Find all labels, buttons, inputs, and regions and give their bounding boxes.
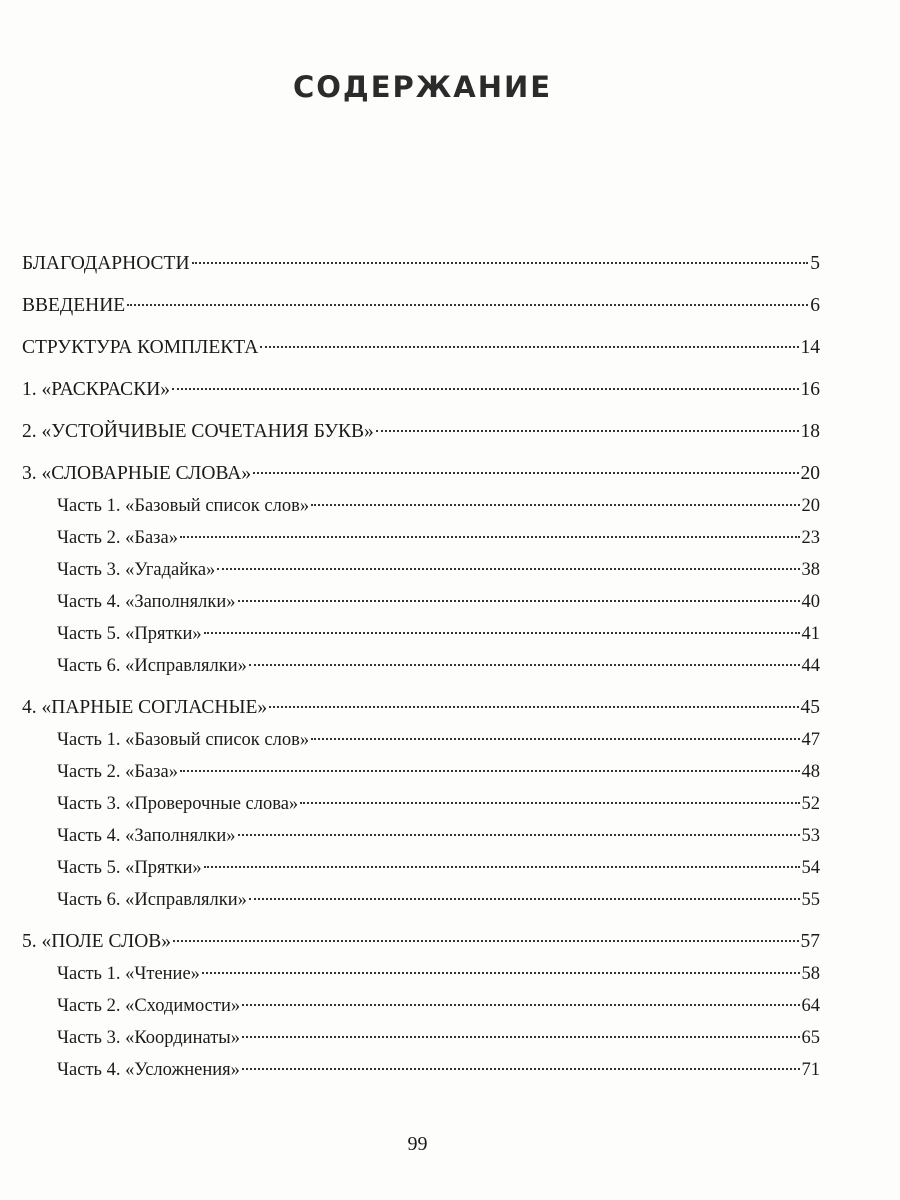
toc-part-entry[interactable]: [22, 586, 820, 618]
toc-entry-title: Часть 2. «Сходимости»: [57, 996, 241, 1016]
toc-entry-title: Часть 5. «Прятки»: [57, 858, 202, 878]
dot-leader: [376, 430, 799, 432]
dot-leader: [180, 536, 800, 538]
table-of-contents: [22, 248, 820, 1086]
dot-leader: [202, 972, 800, 974]
toc-part-entry[interactable]: [22, 788, 820, 820]
toc-entry-title: Часть 1. «Чтение»: [57, 964, 200, 984]
dot-leader: [172, 388, 798, 390]
toc-entry-title: Часть 6. «Исправлялки»: [57, 656, 247, 676]
dot-leader: [249, 664, 800, 666]
dot-leader: [127, 304, 808, 306]
toc-part-entry[interactable]: [22, 522, 820, 554]
toc-entry-page: 20: [801, 496, 820, 516]
toc-entry-title: Часть 4. «Заполнялки»: [57, 592, 236, 612]
toc-section-entry[interactable]: [22, 416, 820, 448]
toc-entry-page: 52: [801, 794, 820, 814]
toc-part-entry[interactable]: [22, 756, 820, 788]
dot-leader: [269, 706, 798, 708]
dot-leader: [204, 632, 800, 634]
toc-entry-page: 64: [801, 996, 820, 1016]
toc-section-entry[interactable]: [22, 248, 820, 280]
toc-entry-page: 14: [800, 337, 820, 358]
toc-entry-title: 3. «СЛОВАРНЫЕ СЛОВА»: [22, 463, 252, 484]
toc-entry-title: Часть 4. «Заполнялки»: [57, 826, 236, 846]
dot-leader: [260, 346, 798, 348]
toc-entry-page: 16: [800, 379, 820, 400]
toc-entry-page: 48: [801, 762, 820, 782]
toc-entry-title: Часть 3. «Проверочные слова»: [57, 794, 299, 814]
toc-entry-page: 65: [801, 1028, 820, 1048]
toc-entry-title: Часть 2. «База»: [57, 762, 178, 782]
toc-section-entry[interactable]: [22, 692, 820, 724]
toc-section-entry[interactable]: [22, 458, 820, 490]
dot-leader: [204, 866, 800, 868]
toc-part-entry[interactable]: [22, 884, 820, 916]
toc-entry-title: Часть 1. «Базовый список слов»: [57, 730, 310, 750]
toc-part-entry[interactable]: [22, 1054, 820, 1086]
toc-entry-title: БЛАГОДАРНОСТИ: [22, 253, 190, 274]
dot-leader: [242, 1036, 800, 1038]
page-number: 99: [407, 1133, 428, 1155]
toc-part-entry[interactable]: [22, 554, 820, 586]
toc-entry-page: 44: [801, 656, 820, 676]
toc-entry-page: 47: [801, 730, 820, 750]
toc-part-entry[interactable]: [22, 650, 820, 682]
toc-part-entry[interactable]: [22, 990, 820, 1022]
toc-section-entry[interactable]: [22, 926, 820, 958]
dot-leader: [249, 898, 800, 900]
toc-entry-page: 38: [801, 560, 820, 580]
dot-leader: [180, 770, 800, 772]
dot-leader: [238, 834, 800, 836]
dot-leader: [238, 600, 800, 602]
dot-leader: [311, 738, 799, 740]
toc-entry-page: 57: [800, 931, 820, 952]
toc-entry-title: ВВЕДЕНИЕ: [22, 295, 126, 316]
toc-entry-page: 18: [800, 421, 820, 442]
toc-part-entry[interactable]: [22, 958, 820, 990]
toc-entry-title: Часть 4. «Усложнения»: [57, 1060, 240, 1080]
toc-section-entry[interactable]: [22, 290, 820, 322]
toc-entry-page: 40: [801, 592, 820, 612]
toc-entry-title: 1. «РАСКРАСКИ»: [22, 379, 171, 400]
toc-entry-page: 6: [810, 295, 820, 316]
toc-entry-title: 2. «УСТОЙЧИВЫЕ СОЧЕТАНИЯ БУКВ»: [22, 421, 374, 442]
toc-entry-title: Часть 1. «Базовый список слов»: [57, 496, 310, 516]
toc-entry-title: Часть 6. «Исправлялки»: [57, 890, 247, 910]
toc-entry-page: 54: [801, 858, 820, 878]
toc-part-entry[interactable]: [22, 820, 820, 852]
toc-section-entry[interactable]: [22, 332, 820, 364]
dot-leader: [173, 940, 798, 942]
toc-entry-page: 55: [801, 890, 820, 910]
toc-entry-title: 4. «ПАРНЫЕ СОГЛАСНЫЕ»: [22, 697, 268, 718]
toc-part-entry[interactable]: [22, 724, 820, 756]
toc-part-entry[interactable]: [22, 618, 820, 650]
dot-leader: [253, 472, 798, 474]
toc-entry-page: 5: [810, 253, 820, 274]
toc-section-entry[interactable]: [22, 374, 820, 406]
toc-entry-title: Часть 2. «База»: [57, 528, 178, 548]
dot-leader: [300, 802, 799, 804]
toc-entry-page: 20: [800, 463, 820, 484]
dot-leader: [242, 1004, 799, 1006]
dot-leader: [311, 504, 799, 506]
toc-entry-title: СТРУКТУРА КОМПЛЕКТА: [22, 337, 259, 358]
toc-entry-page: 45: [800, 697, 820, 718]
toc-part-entry[interactable]: [22, 852, 820, 884]
dot-leader: [242, 1068, 800, 1070]
toc-entry-page: 23: [801, 528, 820, 548]
toc-part-entry[interactable]: [22, 1022, 820, 1054]
toc-entry-title: Часть 5. «Прятки»: [57, 624, 202, 644]
toc-entry-title: 5. «ПОЛЕ СЛОВ»: [22, 931, 172, 952]
page-title: СОДЕРЖАНИЕ: [292, 70, 553, 104]
toc-entry-page: 58: [801, 964, 820, 984]
toc-entry-title: Часть 3. «Координаты»: [57, 1028, 240, 1048]
toc-entry-page: 41: [801, 624, 820, 644]
toc-part-entry[interactable]: [22, 490, 820, 522]
dot-leader: [217, 568, 799, 570]
dot-leader: [192, 262, 809, 264]
toc-entry-page: 53: [801, 826, 820, 846]
toc-entry-title: Часть 3. «Угадайка»: [57, 560, 216, 580]
toc-entry-page: 71: [801, 1060, 820, 1080]
